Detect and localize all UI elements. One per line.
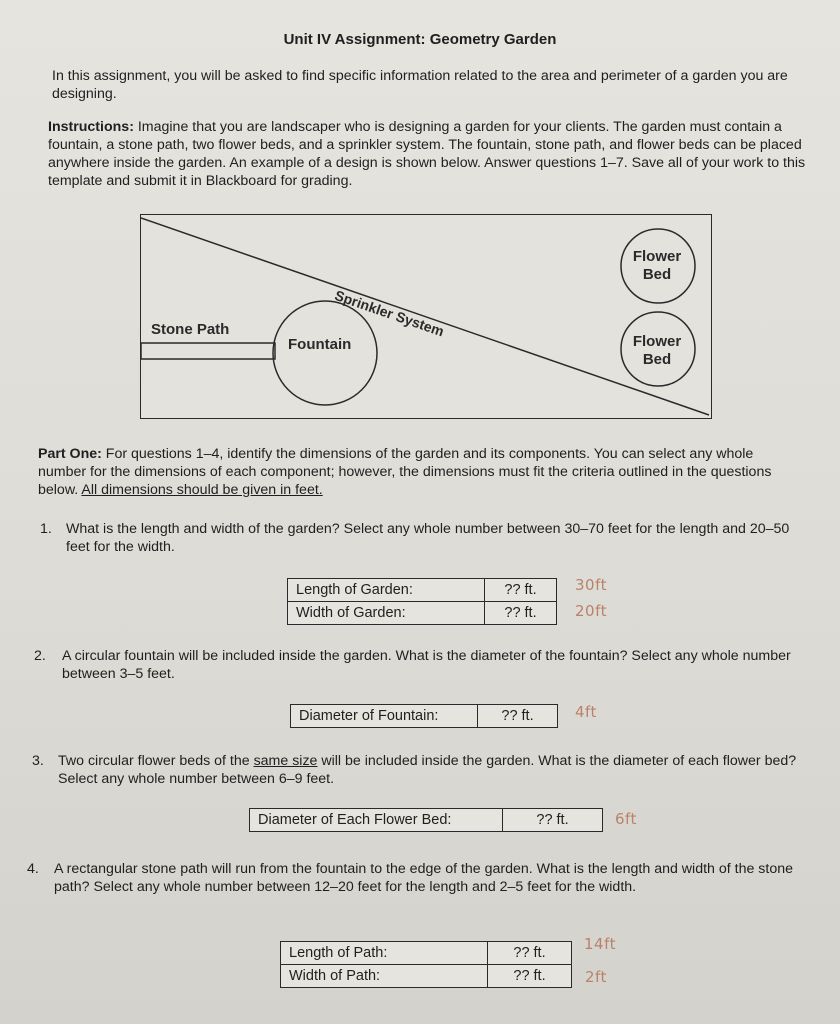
instructions-paragraph [48,118,808,190]
handwritten-flower-bed-diameter: 6ft [615,810,637,828]
sprinkler-system-label: Sprinkler System [332,287,447,340]
stone-path-label: Stone Path [151,321,230,338]
question-3-text [58,752,822,788]
table-row [288,579,557,602]
handwritten-garden-length: 30ft [575,576,607,594]
flower-bed-2-line2: Bed [642,351,672,368]
fountain-shape [273,301,377,405]
question-2-number: 2. [34,648,46,664]
flower-bed-2-label [629,333,685,369]
question-1 [40,520,800,556]
table-row [281,965,572,988]
question-4-number: 4. [27,861,39,877]
table-row [250,809,603,832]
flower-bed-1-label [629,248,685,284]
instructions-label: Instructions: [48,119,134,135]
width-of-path-label: Width of Path: [281,965,488,988]
question-3-number: 3. [32,753,44,769]
question-2 [34,647,824,683]
question-3-text-underlined: same size [253,753,318,769]
table-row [291,705,558,728]
part-one-paragraph [38,445,803,499]
question-3-text-before: Two circular flower beds of the [58,753,254,769]
width-of-garden-value[interactable]: ?? ft. [485,602,557,625]
diameter-of-fountain-label: Diameter of Fountain: [291,705,478,728]
question-3 [32,752,822,788]
table-row [281,942,572,965]
table-row [288,602,557,625]
intro-paragraph: In this assignment, you will be asked to find specific information related to the area and perimeter of a garden you are designing. [52,68,788,102]
flower-bed-1-line1: Flower [632,248,682,265]
length-of-path-value[interactable]: ?? ft. [488,942,572,965]
diameter-of-fountain-value[interactable]: ?? ft. [478,705,558,728]
question-1-text: What is the length and width of the garden? Select any whole number between 30–70 feet for the length and 20–50 feet for the width. [66,521,790,555]
diameter-of-flower-bed-label: Diameter of Each Flower Bed: [250,809,503,832]
instructions-text: Imagine that you are landscaper who is designing a garden for your clients. The garden must contain a fountain, a stone path, two flower beds, and a sprinkler system. The fountain, stone path, and flower beds can be placed anywhere inside the garden. An example of a design is shown below. Answer questions 1–7. Save all of your work to this template and submit it in Blackboard for grading. [48,119,806,189]
question-2-text: A circular fountain will be included inside the garden. What is the diameter of the fountain? Select any whole number between 3–5 feet. [62,648,791,682]
width-of-garden-label: Width of Garden: [288,602,485,625]
part-one-label: Part One: [38,446,102,462]
question-3-text-after: will be included inside the garden. What is the diameter of each flower bed? Select any whole number between 6–9 feet. [58,753,797,787]
flower-bed-diameter-table [249,808,603,832]
handwritten-path-length: 14ft [584,935,616,953]
length-of-garden-value[interactable]: ?? ft. [485,579,557,602]
width-of-path-value[interactable]: ?? ft. [488,965,572,988]
garden-diagram [140,214,712,419]
question-4 [27,860,827,896]
question-1-number: 1. [40,521,52,537]
length-of-garden-label: Length of Garden: [288,579,485,602]
page-title: Unit IV Assignment: Geometry Garden [283,31,557,48]
part-one-underlined: All dimensions should be given in feet. [81,482,323,498]
flower-bed-2-line1: Flower [632,333,682,350]
diameter-of-flower-bed-value[interactable]: ?? ft. [503,809,603,832]
handwritten-garden-width: 20ft [575,602,607,620]
flower-bed-1-line2: Bed [642,266,672,283]
fountain-diameter-table [290,704,558,728]
fountain-label: Fountain [288,336,352,353]
part-one-text: For questions 1–4, identify the dimensions of the garden and its components. You can select any whole number for the dimensions of each component; however, the dimensions must fit the criteria outlined in the questions below. [38,446,772,498]
length-of-path-label: Length of Path: [281,942,488,965]
handwritten-path-width: 2ft [585,968,607,986]
path-dimensions-table [280,941,572,988]
question-4-text: A rectangular stone path will run from the fountain to the edge of the garden. What is the length and width of the stone path? Select any whole number between 12–20 feet for the length and 2–5 feet for the width. [54,861,794,895]
garden-dimensions-table [287,578,557,625]
stone-path-shape [141,343,275,359]
handwritten-fountain-diameter: 4ft [575,703,597,721]
